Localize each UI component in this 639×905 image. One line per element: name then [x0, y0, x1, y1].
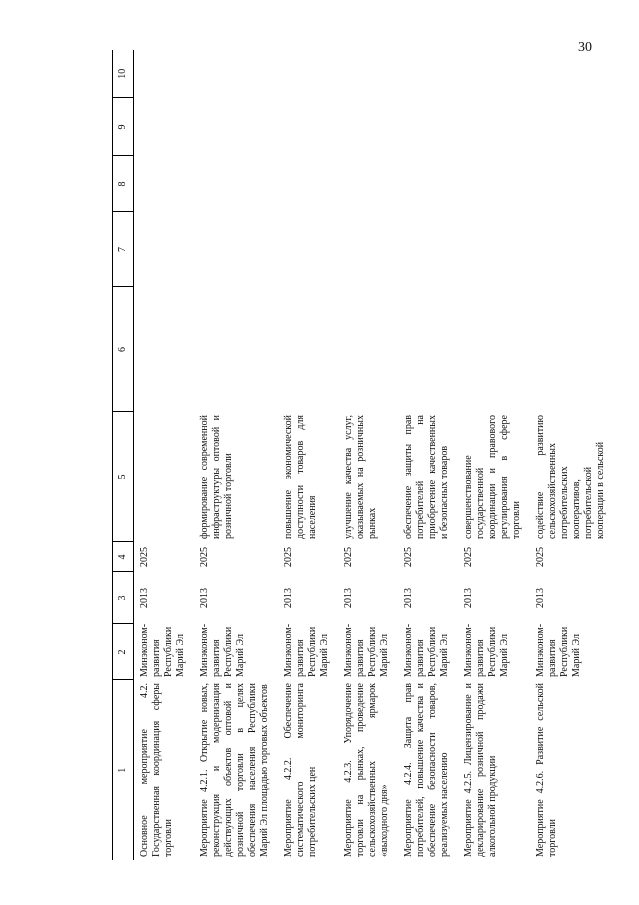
measure-end-year: 2025 — [463, 547, 474, 567]
column-header-10: 10 — [113, 50, 134, 98]
measure-name: Основное мероприятие 4.2. Государственная координация сферы торговли — [139, 683, 174, 857]
page-number: 30 — [578, 40, 592, 55]
measure-executor: Минэконом-развития Республики Марий Эл — [343, 623, 390, 677]
table-row — [194, 50, 278, 860]
table-row — [458, 50, 530, 860]
table-row — [338, 50, 398, 860]
column-header-9: 9 — [113, 98, 134, 156]
column-header-3: 3 — [113, 572, 134, 624]
measure-end-year: 2025 — [283, 547, 294, 567]
measure-result — [134, 412, 195, 542]
column-header-1: 1 — [113, 680, 134, 860]
measure-start-year: 2013 — [199, 588, 210, 608]
measure-name: Мероприятие 4.2.3. Упорядочение торговли на рынках, проведение сельскохозяйственных ярмарок «выходного дня» — [343, 683, 390, 857]
column-header-6: 6 — [113, 287, 134, 412]
measure-result: формирование современной инфраструктуры оптовой и розничной торговли — [199, 415, 234, 539]
program-measures-table — [112, 50, 614, 860]
header-row — [113, 50, 134, 860]
measure-start-year: 2013 — [403, 588, 414, 608]
measure-end-year: 2025 — [199, 547, 210, 567]
table-row — [530, 50, 614, 860]
measure-start-year: 2013 — [535, 588, 546, 608]
measure-result: улучшение качества услуг, оказываемых на розничных рынках — [343, 415, 378, 539]
column-header-8: 8 — [113, 156, 134, 212]
table-row — [278, 50, 338, 860]
measure-executor: Минэконом-развития Республики Марий Эл — [535, 623, 582, 677]
measure-result: повышение экономической доступности товаров для населения — [283, 415, 318, 539]
table-row — [134, 50, 195, 860]
measure-end-year: 2025 — [343, 547, 354, 567]
measure-name: Мероприятие 4.2.5. Лицензирование и декларирование розничной продажи алкогольной продукции — [463, 683, 498, 857]
column-header-5: 5 — [113, 412, 134, 542]
measure-executor: Минэконом-развития Республики Марий Эл — [463, 623, 510, 677]
measure-name: Мероприятие 4.2.2. Обеспечение систематического мониторинга потребительских цен — [283, 683, 318, 857]
measure-end-year: 2025 — [139, 547, 150, 567]
measure-executor: Минэконом-развития Республики Марий Эл — [199, 623, 246, 677]
measure-executor: Минэконом-развития Республики Марий Эл — [283, 623, 330, 677]
measure-end-year: 2025 — [535, 547, 546, 567]
table-row — [398, 50, 458, 860]
measure-result: содействие развитию сельскохозяйственных потребительских кооперативов, потребительской кооперации в сельской — [535, 415, 606, 539]
measure-name: Мероприятие 4.2.6. Развитие сельской торговли — [535, 683, 558, 857]
measure-start-year: 2013 — [343, 588, 354, 608]
rotated-table-wrapper — [112, 50, 639, 860]
measure-start-year: 2013 — [139, 588, 150, 608]
measure-name: Мероприятие 4.2.4. Защита прав потребителей, повышение качества и обеспечение безопасности товаров, реализуемых населению — [403, 683, 450, 857]
measure-name: Мероприятие 4.2.1. Открытие новых, реконструкция и модернизация действующих объектов оптовой и розничной торговли в целях обеспечения населения Республики Марий Эл площадью торговых объектов — [199, 683, 270, 857]
measure-result: совершенствование государственной координации и правового регулирования в сфере торговли — [463, 415, 522, 539]
measure-executor: Минэконом-развития Республики Марий Эл — [139, 623, 186, 677]
column-header-7: 7 — [113, 212, 134, 287]
measure-result: обеспечение защиты прав потребителей на приобретение качественных и безопасных товаров — [403, 415, 450, 539]
column-header-2: 2 — [113, 624, 134, 680]
column-header-4: 4 — [113, 542, 134, 572]
measure-start-year: 2013 — [283, 588, 294, 608]
measure-start-year: 2013 — [463, 588, 474, 608]
measure-end-year: 2025 — [403, 547, 414, 567]
measure-executor: Минэконом-развития Республики Марий Эл — [403, 623, 450, 677]
